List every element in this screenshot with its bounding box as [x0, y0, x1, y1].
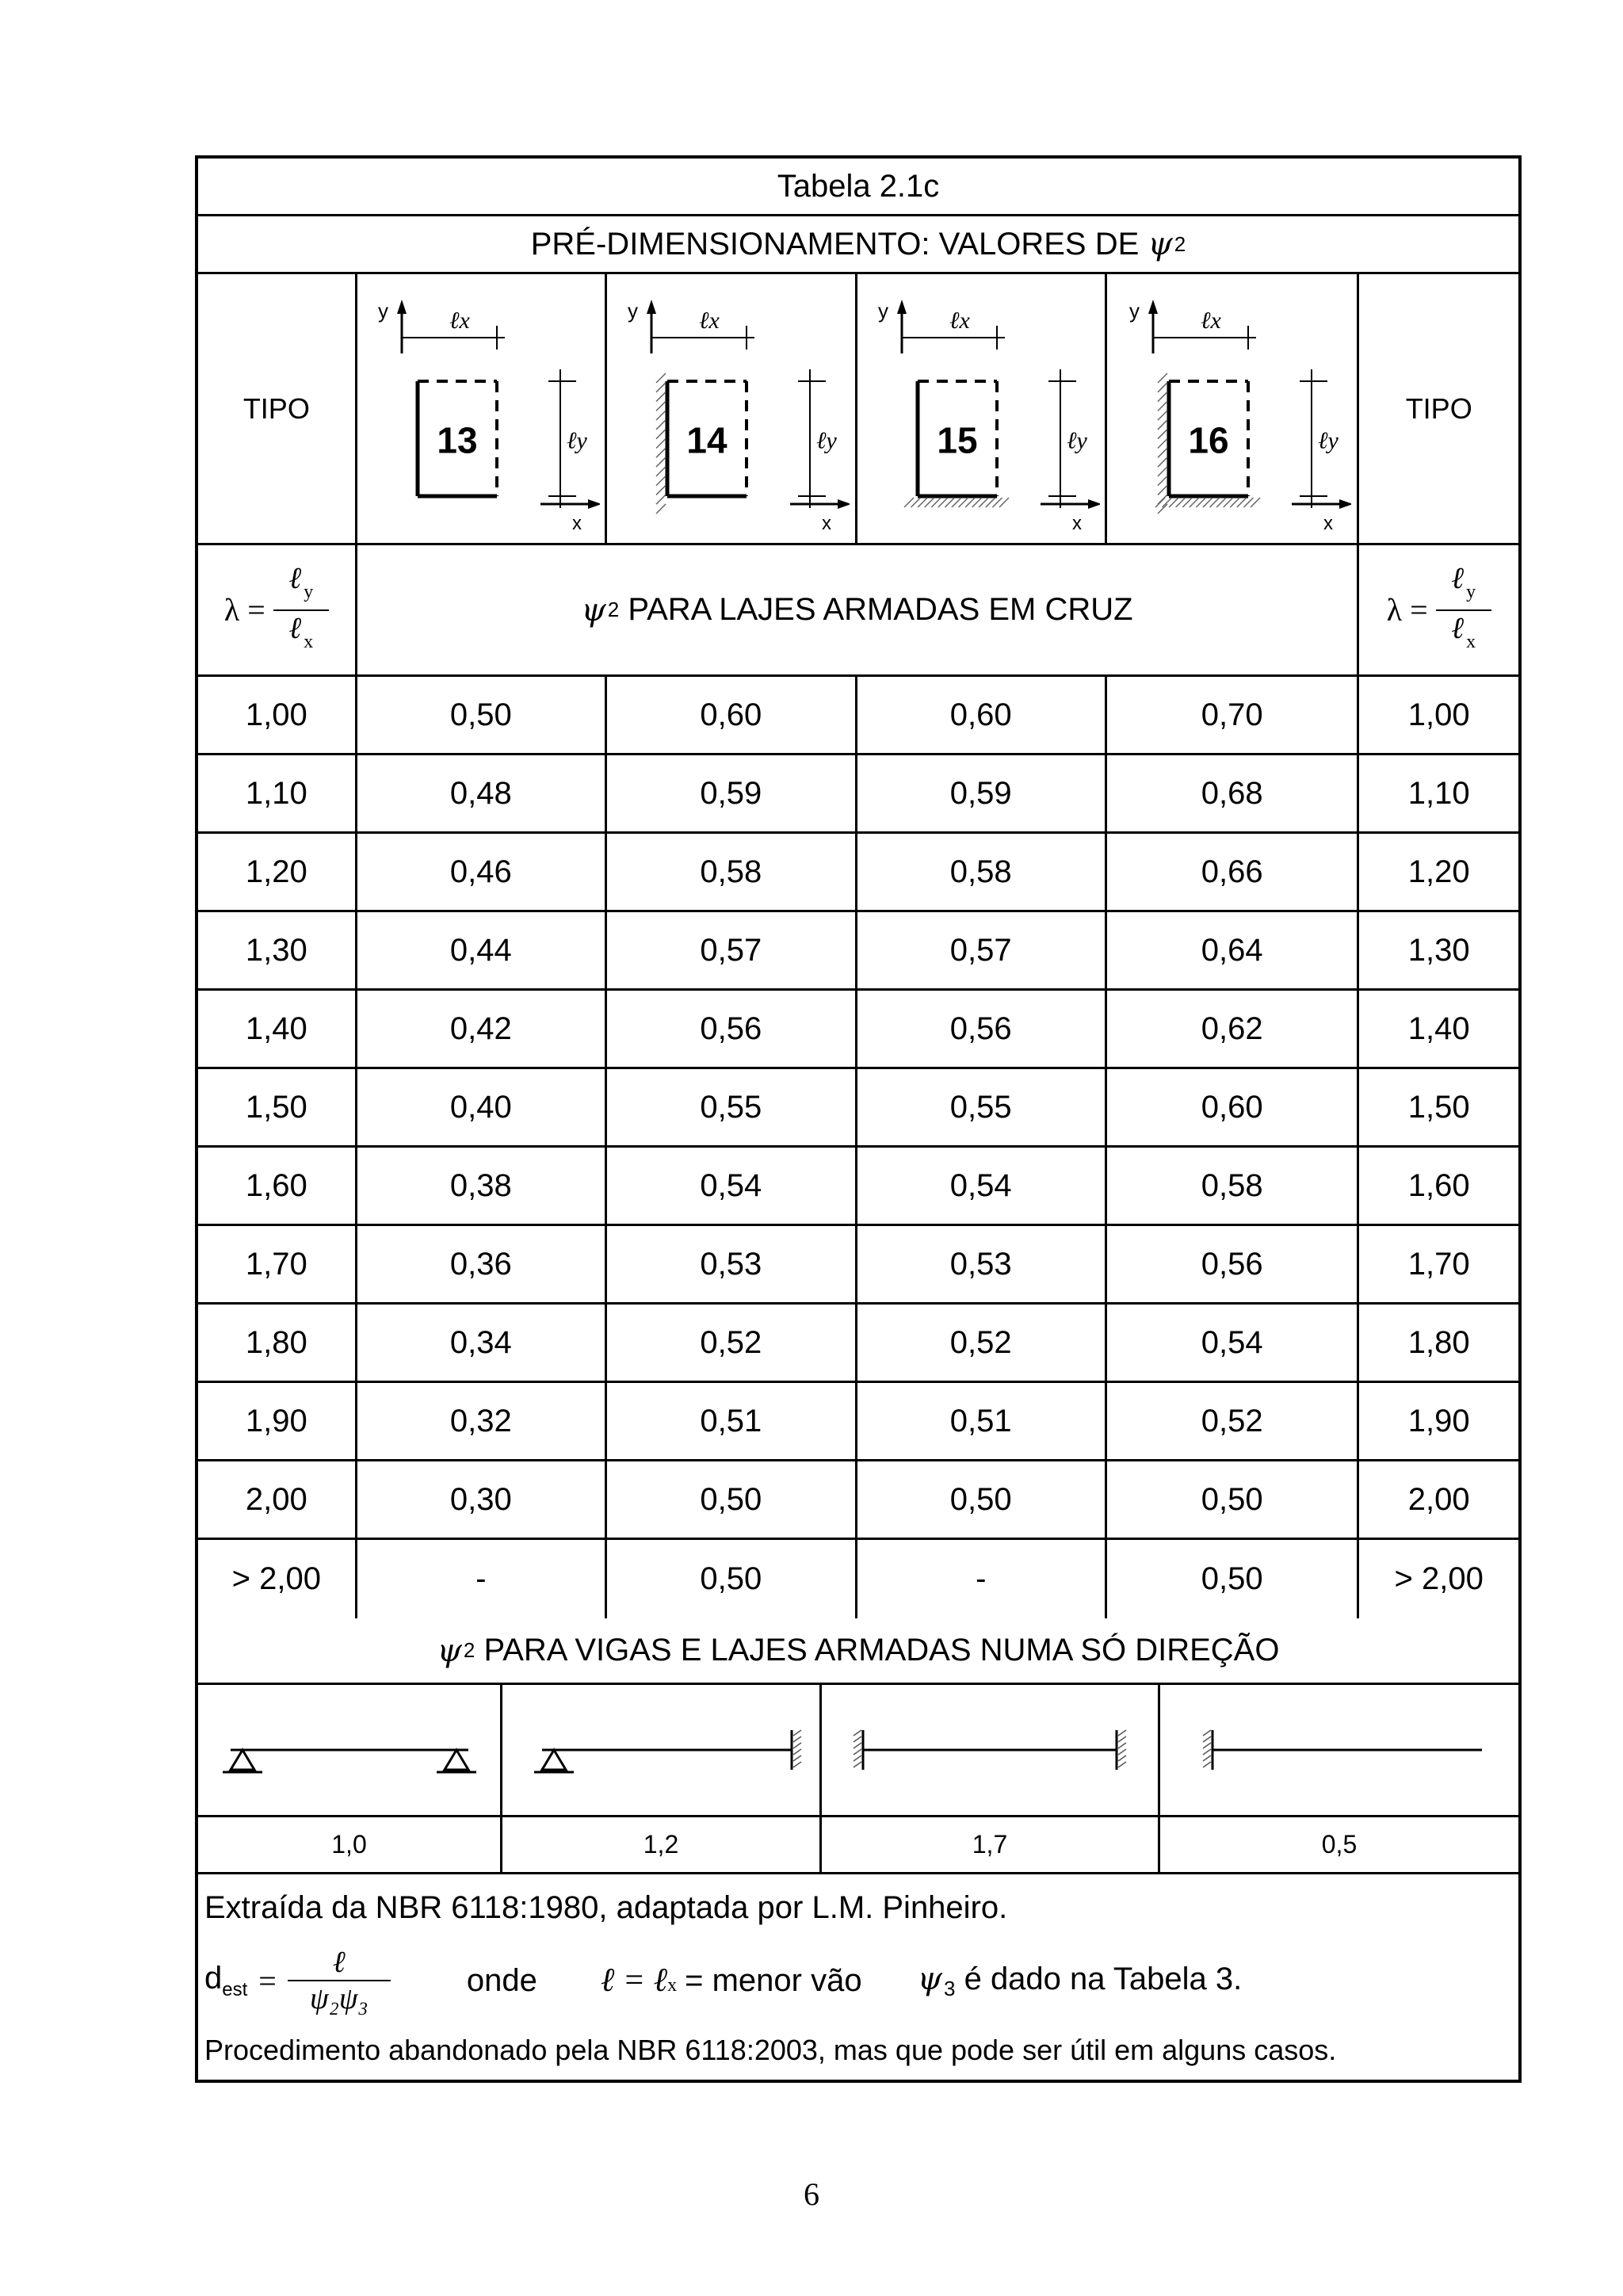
beam-values-row [198, 1817, 1518, 1874]
ell-equation: ℓ = ℓx [600, 1962, 678, 1999]
slab-type-14-cell [607, 274, 857, 543]
page-number: 6 [804, 2176, 819, 2212]
psi2-value-cell: 0,42 [357, 991, 607, 1067]
tipo-label-left: TIPO [198, 274, 357, 543]
cross-header-text: PARA LAJES ARMADAS EM CRUZ [628, 592, 1133, 627]
lambda-formula-right: λ = $\frac{\ell _y}{\ell _x}$ [1359, 545, 1518, 674]
lambda-cell: > 2,00 [198, 1540, 357, 1618]
psi2-value-cell: 0,57 [857, 912, 1107, 988]
psi2-value-cell: 0,51 [607, 1383, 857, 1459]
beam-cantilever-cell [1160, 1685, 1518, 1815]
beam-header: ψ 2 PARA VIGAS E LAJES ARMADAS NUMA SÓ DIREÇÃO [437, 1632, 1280, 1669]
onde-label: onde [466, 1962, 537, 1998]
svg-text:x: x [571, 512, 582, 534]
abandoned-note: Procedimento abandonado pela NBR 6118:2003, mas que pode ser útil em alguns casos. [204, 2034, 1337, 2066]
beam-header-text: PARA VIGAS E LAJES ARMADAS NUMA SÓ DIREÇÃO [483, 1633, 1280, 1668]
slab-diagram-14 [612, 282, 850, 536]
d-est-fraction: $\frac{\text{ℓ}}{\text{ψ₂ψ₃}}$ [288, 1945, 391, 2016]
beam-diagram-row [198, 1685, 1518, 1817]
menor-vao-text: = menor vão [685, 1962, 862, 1998]
psi2-value-cell: 0,66 [1107, 834, 1359, 910]
psi2-value-cell: 0,52 [857, 1305, 1107, 1381]
lambda-cell: 1,70 [198, 1226, 357, 1302]
table-row [198, 834, 1518, 912]
svg-text:x: x [1323, 512, 1333, 534]
psi2-value-cell: 0,56 [607, 991, 857, 1067]
lambda-cell: 1,80 [198, 1305, 357, 1381]
svg-text:ℓx: ℓx [949, 307, 970, 334]
data-rows [198, 677, 1518, 1618]
psi2-value-cell: 0,48 [357, 755, 607, 831]
svg-text:y: y [1128, 298, 1140, 323]
lambda-cell: 1,30 [198, 912, 357, 988]
table-row [198, 677, 1518, 755]
lambda-formula-left: λ = $\frac{\ell _y}{\ell _x}$ [198, 545, 357, 674]
psi2-value-cell: 0,36 [357, 1226, 607, 1302]
psi2-value-cell: 0,54 [607, 1148, 857, 1224]
table-row [198, 1305, 1518, 1383]
psi2-value-cell: 0,53 [857, 1226, 1107, 1302]
psi2-value-cell: 0,54 [1107, 1305, 1359, 1381]
svg-text:ℓy: ℓy [816, 427, 838, 453]
psi2-value-cell: 0,50 [1107, 1461, 1359, 1538]
beam-fixed-fixed-cell [822, 1685, 1160, 1815]
lambda-cell: 1,40 [198, 991, 357, 1067]
table-2-1c [195, 155, 1522, 2083]
psi2-value-cell: 0,55 [607, 1069, 857, 1145]
svg-text:y: y [877, 298, 888, 323]
psi3-note: $\psi_3$ é dado na Tabela 3. [917, 1960, 1243, 2000]
psi2-value-cell: - [357, 1540, 607, 1618]
psi2-value-cell: 0,59 [857, 755, 1107, 831]
psi2-value-cell: 0,56 [1107, 1226, 1359, 1302]
psi2-value-cell: 0,44 [357, 912, 607, 988]
slab-diagram-15 [862, 282, 1100, 536]
psi2-value-cell: 0,50 [357, 677, 607, 753]
psi2-value-cell: 0,38 [357, 1148, 607, 1224]
lambda-cell: 1,10 [1407, 775, 1470, 811]
beam-value: 1,2 [502, 1817, 822, 1872]
psi2-value-cell: 0,58 [1107, 1148, 1359, 1224]
table-row [198, 1540, 1518, 1618]
lambda-cell: 1,90 [1407, 1403, 1470, 1438]
beam-simply-supported-diagram [207, 1702, 492, 1797]
slab-type-13-cell [357, 274, 607, 543]
notes-section [198, 1874, 1518, 2080]
svg-text:16: 16 [1188, 419, 1229, 460]
table-row [198, 991, 1518, 1069]
psi2-value-cell: 0,59 [607, 755, 857, 831]
svg-text:x: x [1071, 512, 1082, 534]
psi2-value-cell: 0,50 [1107, 1540, 1359, 1618]
psi2-value-cell: 0,50 [857, 1461, 1107, 1538]
psi2-value-cell: 0,60 [607, 677, 857, 753]
psi2-value-cell: 0,55 [857, 1069, 1107, 1145]
d-est-label: $d_{est}$ [204, 1960, 248, 2000]
table-title-row [198, 159, 1518, 216]
diagram-row [198, 274, 1518, 545]
svg-text:y: y [628, 298, 639, 323]
psi2-value-cell: 0,30 [357, 1461, 607, 1538]
psi2-value-cell: 0,60 [857, 677, 1107, 753]
tipo-label-right: TIPO [1405, 392, 1472, 425]
psi2-value-cell: 0,54 [857, 1148, 1107, 1224]
psi2-value-cell: 0,51 [857, 1383, 1107, 1459]
psi2-value-cell: 0,50 [607, 1540, 857, 1618]
cross-slab-header: ψ 2 PARA LAJES ARMADAS EM CRUZ [357, 545, 1360, 674]
lambda-cell: 1,00 [198, 677, 357, 753]
table-row [198, 755, 1518, 834]
svg-text:ℓx: ℓx [449, 307, 470, 334]
psi2-value-cell: 0,46 [357, 834, 607, 910]
psi2-value-cell: 0,52 [607, 1305, 857, 1381]
svg-text:x: x [822, 512, 832, 534]
lambda-header-row [198, 545, 1518, 677]
svg-text:13: 13 [437, 419, 478, 460]
psi2-value-cell: 0,52 [1107, 1383, 1359, 1459]
psi2-value-cell: 0,57 [607, 912, 857, 988]
lambda-cell: 1,50 [1407, 1089, 1470, 1125]
lambda-cell: 1,70 [1407, 1246, 1470, 1282]
table-title: Tabela 2.1c [777, 168, 940, 204]
svg-text:ℓy: ℓy [1066, 427, 1087, 453]
beam-propped-cantilever-cell [502, 1685, 822, 1815]
source-note: Extraída da NBR 6118:1980, adaptada por L.M. Pinheiro. [204, 1890, 1008, 1925]
beam-header-row [198, 1618, 1518, 1685]
slab-type-16-cell [1107, 274, 1359, 543]
slab-diagram-16 [1113, 282, 1351, 536]
beam-cantilever-diagram [1173, 1702, 1506, 1797]
psi2-value-cell: 0,56 [857, 991, 1107, 1067]
psi2-value-cell: 0,58 [607, 834, 857, 910]
subtitle-text: PRÉ-DIMENSIONAMENTO: VALORES DE [530, 226, 1140, 262]
beam-simply-supported-cell [198, 1685, 502, 1815]
lambda-cell: > 2,00 [1394, 1561, 1484, 1596]
lambda-cell: 1,00 [1407, 697, 1470, 732]
table-row [198, 1461, 1518, 1540]
psi2-value-cell: 0,70 [1107, 677, 1359, 753]
table-row [198, 1148, 1518, 1226]
lambda-cell: 1,10 [198, 755, 357, 831]
table-subtitle [198, 216, 1518, 272]
lambda-symbol: λ = [223, 592, 265, 628]
svg-text:y: y [377, 298, 388, 323]
svg-text:ℓy: ℓy [566, 427, 587, 453]
svg-text:14: 14 [686, 419, 727, 460]
psi2-value-cell: 0,64 [1107, 912, 1359, 988]
psi2-value-cell: 0,50 [607, 1461, 857, 1538]
psi2-value-cell: 0,40 [357, 1069, 607, 1145]
lambda-cell: 2,00 [198, 1461, 357, 1538]
beam-value: 1,0 [198, 1817, 502, 1872]
psi-symbol: ψ [1148, 226, 1173, 262]
svg-text:ℓy: ℓy [1317, 427, 1338, 453]
lambda-cell: 1,20 [1407, 854, 1470, 889]
lambda-cell: 2,00 [1407, 1481, 1470, 1517]
psi2-value-cell: 0,68 [1107, 755, 1359, 831]
svg-text:ℓx: ℓx [699, 307, 720, 334]
table-subtitle-row [198, 216, 1518, 274]
lambda-cell: 1,80 [1407, 1324, 1470, 1360]
beam-value: 0,5 [1321, 1830, 1358, 1859]
table-row [198, 1069, 1518, 1148]
table-row [198, 1226, 1518, 1305]
psi2-value-cell: 0,32 [357, 1383, 607, 1459]
beam-propped-cantilever-diagram [510, 1702, 812, 1797]
lambda-cell: 1,50 [198, 1069, 357, 1145]
lambda-cell: 1,20 [198, 834, 357, 910]
slab-type-15-cell [857, 274, 1107, 543]
lambda-cell: 1,30 [1407, 932, 1470, 968]
table-row [198, 1383, 1518, 1461]
lambda-cell: 1,90 [198, 1383, 357, 1459]
psi2-value-cell: 0,53 [607, 1226, 857, 1302]
slab-diagram-13 [362, 282, 600, 536]
lambda-cell: 1,40 [1407, 1010, 1470, 1046]
table-row [198, 912, 1518, 991]
psi2-value-cell: 0,60 [1107, 1069, 1359, 1145]
psi2-value-cell: 0,58 [857, 834, 1107, 910]
lambda-cell: 1,60 [1407, 1167, 1470, 1203]
svg-text:15: 15 [937, 419, 978, 460]
beam-value: 1,7 [822, 1817, 1160, 1872]
psi-subscript: 2 [1174, 231, 1186, 256]
lambda-cell: 1,60 [198, 1148, 357, 1224]
psi2-value-cell: - [857, 1540, 1107, 1618]
beam-fixed-fixed-diagram [831, 1702, 1148, 1797]
svg-text:ℓx: ℓx [1200, 307, 1221, 334]
d-est-formula: $d_{est}$ = $\frac{\text{ℓ}}{\text{ψ₂ψ₃}}$ onde ℓ = ℓx = menor vão $\psi_3$ é dado na Tabela 3. [204, 1946, 1243, 2015]
psi2-value-cell: 0,62 [1107, 991, 1359, 1067]
psi2-value-cell: 0,34 [357, 1305, 607, 1381]
